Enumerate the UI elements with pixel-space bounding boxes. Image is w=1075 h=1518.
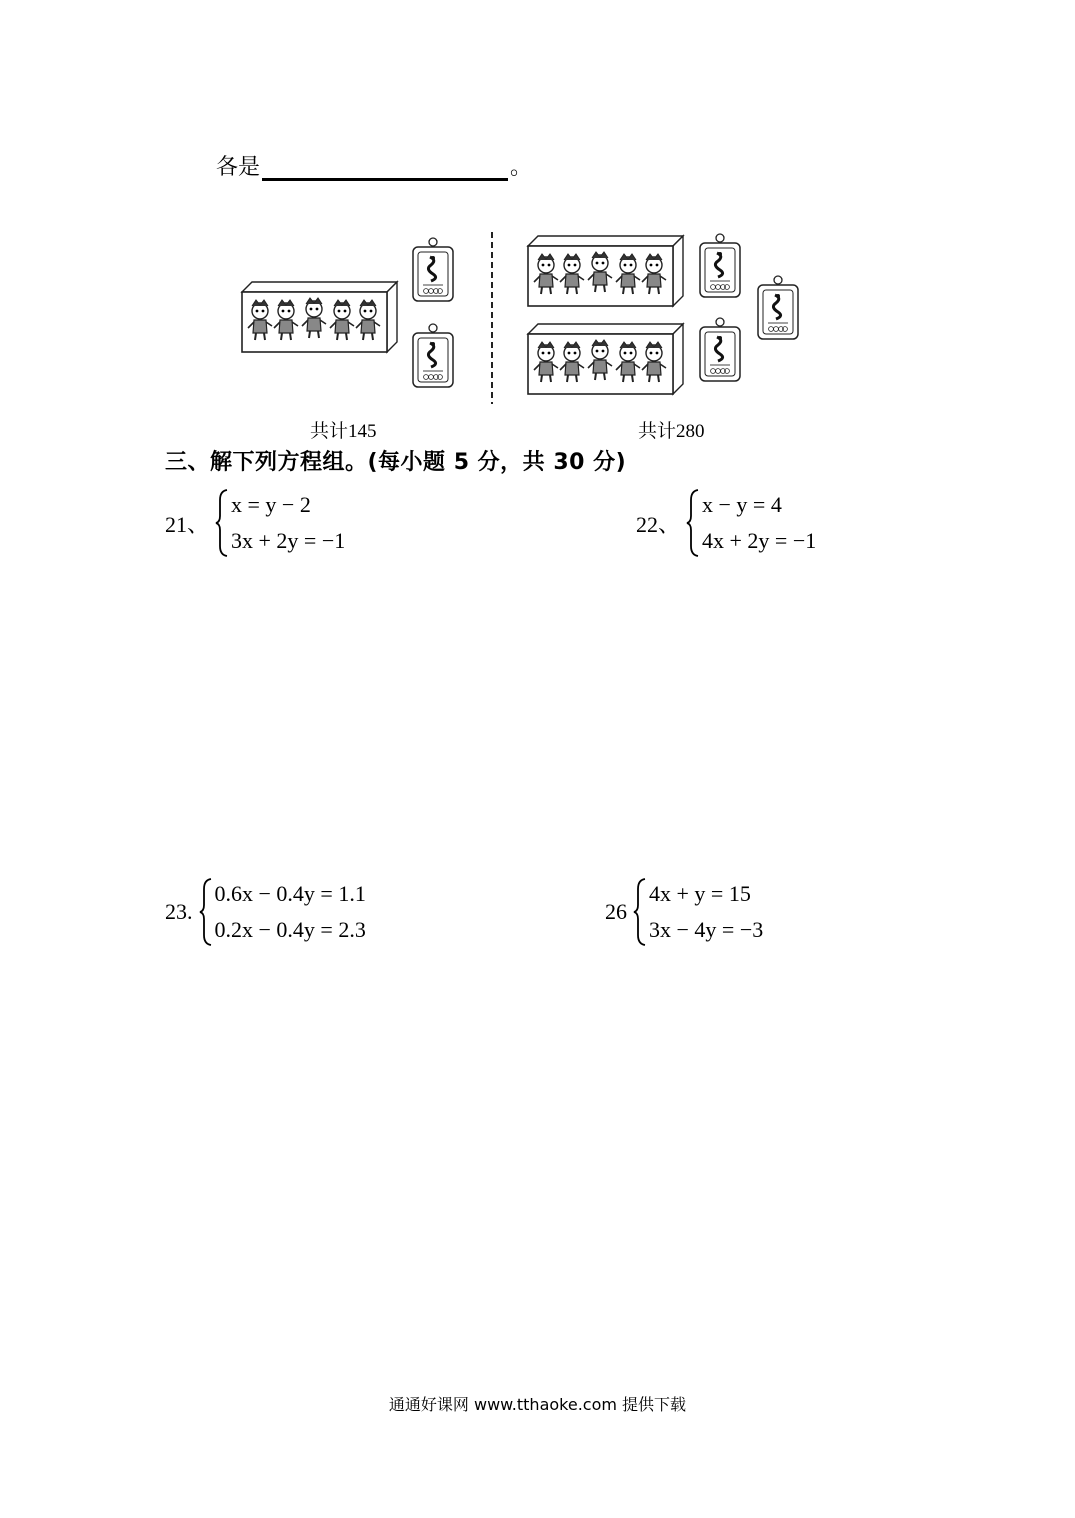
problem-22	[636, 488, 816, 558]
equation: 0.6x − 0.4y = 1.1	[214, 881, 366, 906]
gift-box-icon	[528, 324, 683, 394]
intro-line	[216, 150, 532, 181]
gift-box-icon	[242, 282, 397, 352]
pendant-icon	[700, 234, 740, 297]
answer-blank[interactable]	[262, 152, 508, 181]
left-brace-icon	[686, 488, 700, 558]
right-box-group	[528, 234, 798, 394]
equation: 4x + 2y = −1	[702, 528, 817, 553]
problem-21	[165, 488, 345, 558]
problem-26	[605, 877, 763, 947]
section-title: 三、解下列方程组。(每小题 5 分，共 30 分)	[165, 450, 627, 475]
pendant-icon	[413, 238, 453, 301]
equation: 3x + 2y = −1	[231, 528, 346, 553]
pendant-icon	[758, 276, 798, 339]
left-brace-icon	[633, 877, 647, 947]
left-brace-icon	[215, 488, 229, 558]
equation: 4x + y = 15	[649, 881, 751, 906]
equation: 0.2x − 0.4y = 2.3	[214, 917, 366, 942]
problem-number: 21、	[165, 511, 210, 537]
footer-text: 通通好课网 www.tthaoke.com 提供下载	[388, 1395, 687, 1414]
left-box-group	[242, 238, 453, 387]
gift-box-icon	[528, 236, 683, 306]
intro-prefix: 各是	[216, 155, 261, 180]
problem-23	[165, 877, 366, 947]
pendant-icon	[700, 318, 740, 381]
left-caption: 共计145	[310, 421, 377, 442]
problem-number: 23.	[165, 899, 193, 924]
equation: 3x − 4y = −3	[649, 917, 764, 942]
right-caption: 共计280	[638, 421, 705, 442]
intro-suffix: 。	[510, 155, 533, 180]
problem-number: 26	[605, 899, 627, 924]
pendant-icon	[413, 324, 453, 387]
left-brace-icon	[199, 877, 213, 947]
equation: x − y = 4	[702, 492, 782, 517]
problem-number: 22、	[636, 511, 681, 537]
equation: x = y − 2	[231, 492, 311, 517]
gift-box-figure	[236, 228, 816, 408]
